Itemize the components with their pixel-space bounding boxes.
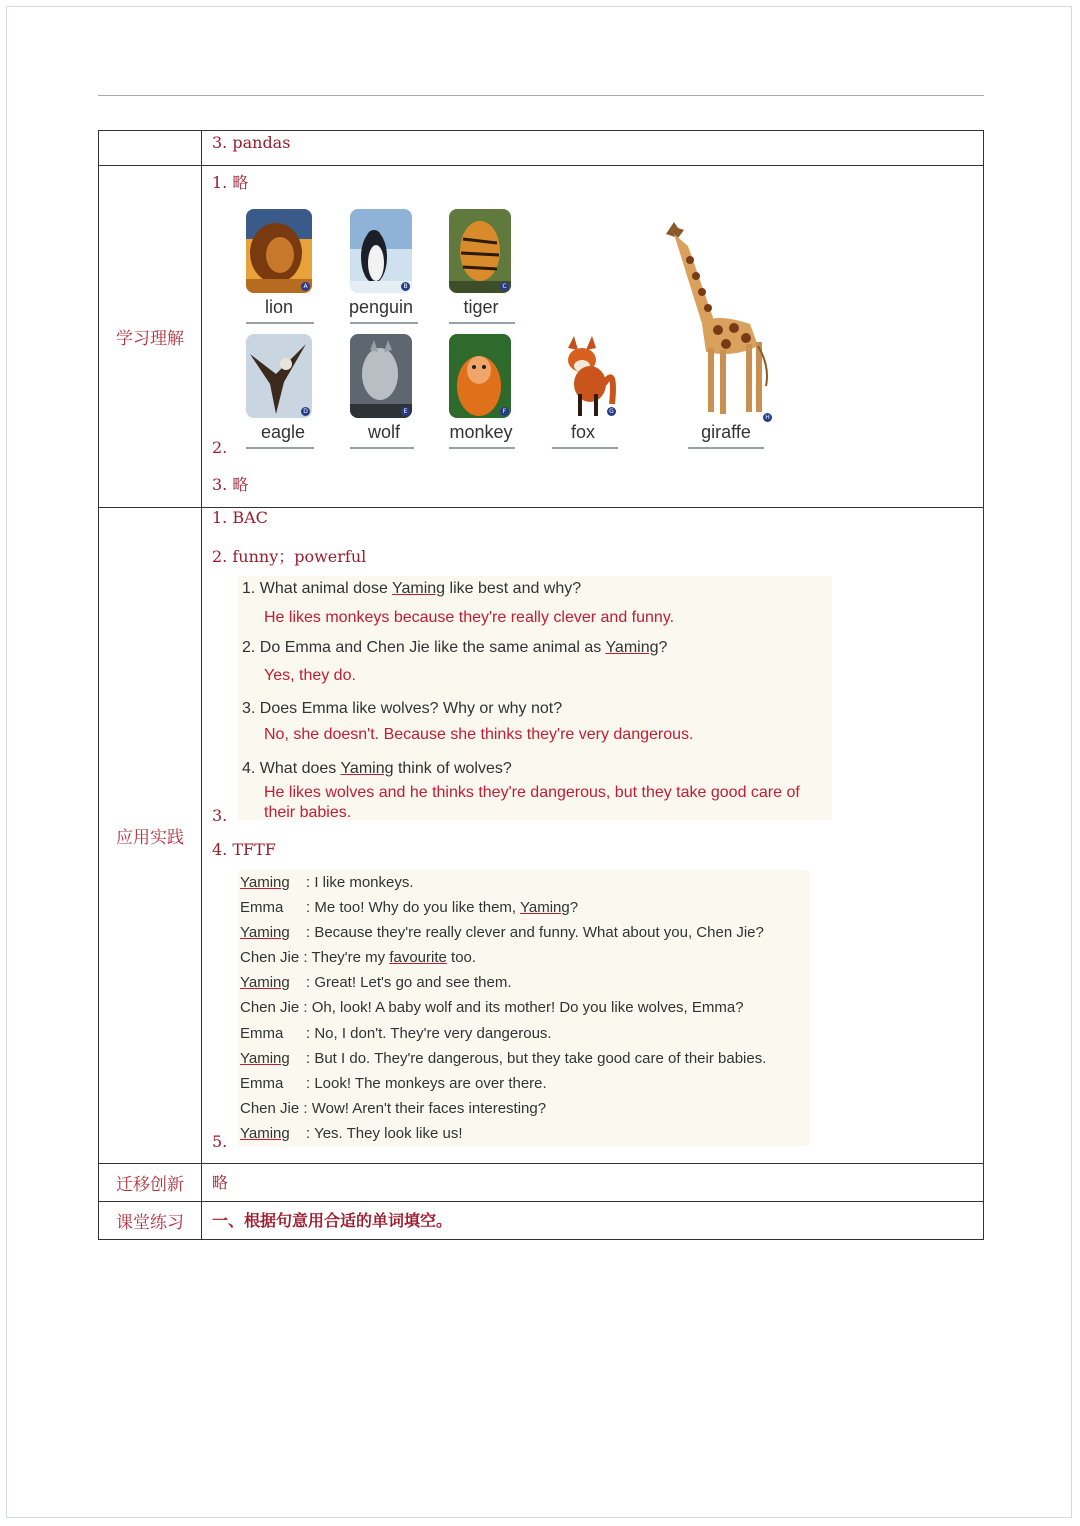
underline xyxy=(688,447,764,449)
row1-content xyxy=(202,131,984,166)
dialogue-line: Yaming : Because they're really clever and funny. What about you, Chen Jie? xyxy=(240,924,764,941)
badge-g: G xyxy=(607,407,616,416)
dialogue-line: Emma : Me too! Why do you like them, Yaming? xyxy=(240,899,579,916)
animal-name-giraffe: giraffe xyxy=(701,422,751,442)
dialogue-panel xyxy=(238,870,810,1146)
animal-name-eagle: eagle xyxy=(260,422,306,442)
dialogue-line: Yaming : But I do. They're dangerous, but they take good care of their babies. xyxy=(240,1050,767,1067)
question-4: 4. What does Yaming think of wolves? xyxy=(242,760,512,777)
answer-2: Yes, they do. xyxy=(264,667,356,684)
badge-f: F xyxy=(500,407,509,416)
table-row xyxy=(99,166,984,508)
animal-name-lion: lion xyxy=(264,297,294,317)
dialogue-line: Yaming : Yes. They look like us! xyxy=(240,1125,463,1142)
fox-photo xyxy=(552,334,618,418)
study-item-2: 2. xyxy=(212,438,228,457)
badge-c: C xyxy=(500,282,509,291)
exercise-heading: 一、根据句意用合适的单词填空。 xyxy=(212,1211,453,1230)
table-row xyxy=(99,131,984,166)
underline xyxy=(449,447,515,449)
practice-item-2: 2. funny；powerful xyxy=(212,547,367,566)
row4-content xyxy=(202,1164,984,1202)
badge-b: B xyxy=(401,282,410,291)
animal-card-eagle xyxy=(246,334,312,442)
lion-photo xyxy=(246,209,312,293)
badge-e: E xyxy=(401,407,410,416)
table-row xyxy=(99,1202,984,1240)
animal-card-tiger xyxy=(449,209,511,317)
study-item-1: 1. 略 xyxy=(212,173,249,192)
dialogue-line: Emma : Look! The monkeys are over there. xyxy=(240,1075,547,1092)
row-label-empty xyxy=(99,131,202,166)
underline xyxy=(552,447,618,449)
header-rule xyxy=(98,95,984,96)
underline xyxy=(246,322,314,324)
dialogue-line: Chen Jie : Oh, look! A baby wolf and its mother! Do you like wolves, Emma? xyxy=(240,999,744,1016)
practice-item-1: 1. BAC xyxy=(212,508,268,527)
practice-item-4: 4. TFTF xyxy=(212,840,276,859)
animal-card-lion xyxy=(246,209,312,317)
eagle-photo xyxy=(246,334,312,418)
animal-name-fox: fox xyxy=(570,422,595,442)
underline xyxy=(246,447,314,449)
row-label-exercise: 课堂练习 xyxy=(99,1202,202,1240)
pandas-answer: 3. pandas xyxy=(212,133,291,152)
animal-card-monkey xyxy=(449,334,513,442)
dialogue-line: Emma : No, I don't. They're very dangerous. xyxy=(240,1025,552,1042)
dialogue-line: Chen Jie : They're my favourite too. xyxy=(240,949,477,966)
transfer-text: 略 xyxy=(212,1173,229,1192)
badge-h: H xyxy=(763,413,772,422)
penguin-photo xyxy=(350,209,412,293)
dialogue-line: Yaming : Great! Let's go and see them. xyxy=(240,974,512,991)
animal-card-giraffe xyxy=(654,216,778,422)
row-label-practice: 应用实践 xyxy=(99,508,202,1164)
dialogue-line: Yaming : I like monkeys. xyxy=(240,874,414,891)
table-row xyxy=(99,508,984,1164)
animal-name-monkey: monkey xyxy=(449,422,513,442)
lesson-table xyxy=(98,130,984,1240)
giraffe-photo xyxy=(654,216,778,422)
row-label-transfer: 迁移创新 xyxy=(99,1164,202,1202)
underline xyxy=(350,447,414,449)
question-1: 1. What animal dose Yaming like best and why? xyxy=(242,580,582,597)
animal-name-tiger: tiger xyxy=(463,297,499,317)
animal-card-penguin xyxy=(348,209,414,317)
answer-4-cont: their babies. xyxy=(264,804,352,821)
row2-content xyxy=(202,166,984,508)
dialogue-line: Chen Jie : Wow! Aren't their faces interesting? xyxy=(240,1100,547,1117)
row3-content xyxy=(202,508,984,1164)
animal-name-penguin: penguin xyxy=(348,297,414,317)
underline xyxy=(449,322,515,324)
row-label-study: 学习理解 xyxy=(99,166,202,508)
answer-3: No, she doesn't. Because she thinks they're very dangerous. xyxy=(264,726,694,743)
monkey-photo xyxy=(449,334,511,418)
badge-d: D xyxy=(301,407,310,416)
study-item-3: 3. 略 xyxy=(212,475,249,494)
animal-card-wolf xyxy=(350,334,412,442)
badge-a: A xyxy=(301,282,310,291)
animal-card-fox xyxy=(552,334,618,442)
question-2: 2. Do Emma and Chen Jie like the same animal as Yaming? xyxy=(242,639,668,656)
question-3: 3. Does Emma like wolves? Why or why not? xyxy=(242,700,563,717)
row5-content xyxy=(202,1202,984,1240)
practice-item-3: 3. xyxy=(212,806,228,825)
answer-4: He likes wolves and he thinks they're dangerous, but they take good care of xyxy=(264,784,800,801)
tiger-photo xyxy=(449,209,511,293)
animal-name-wolf: wolf xyxy=(367,422,400,442)
answer-1: He likes monkeys because they're really clever and funny. xyxy=(264,609,675,626)
table-row xyxy=(99,1164,984,1202)
underline xyxy=(350,322,418,324)
practice-item-5: 5. xyxy=(212,1132,228,1151)
wolf-photo xyxy=(350,334,412,418)
qa-panel xyxy=(238,576,832,820)
